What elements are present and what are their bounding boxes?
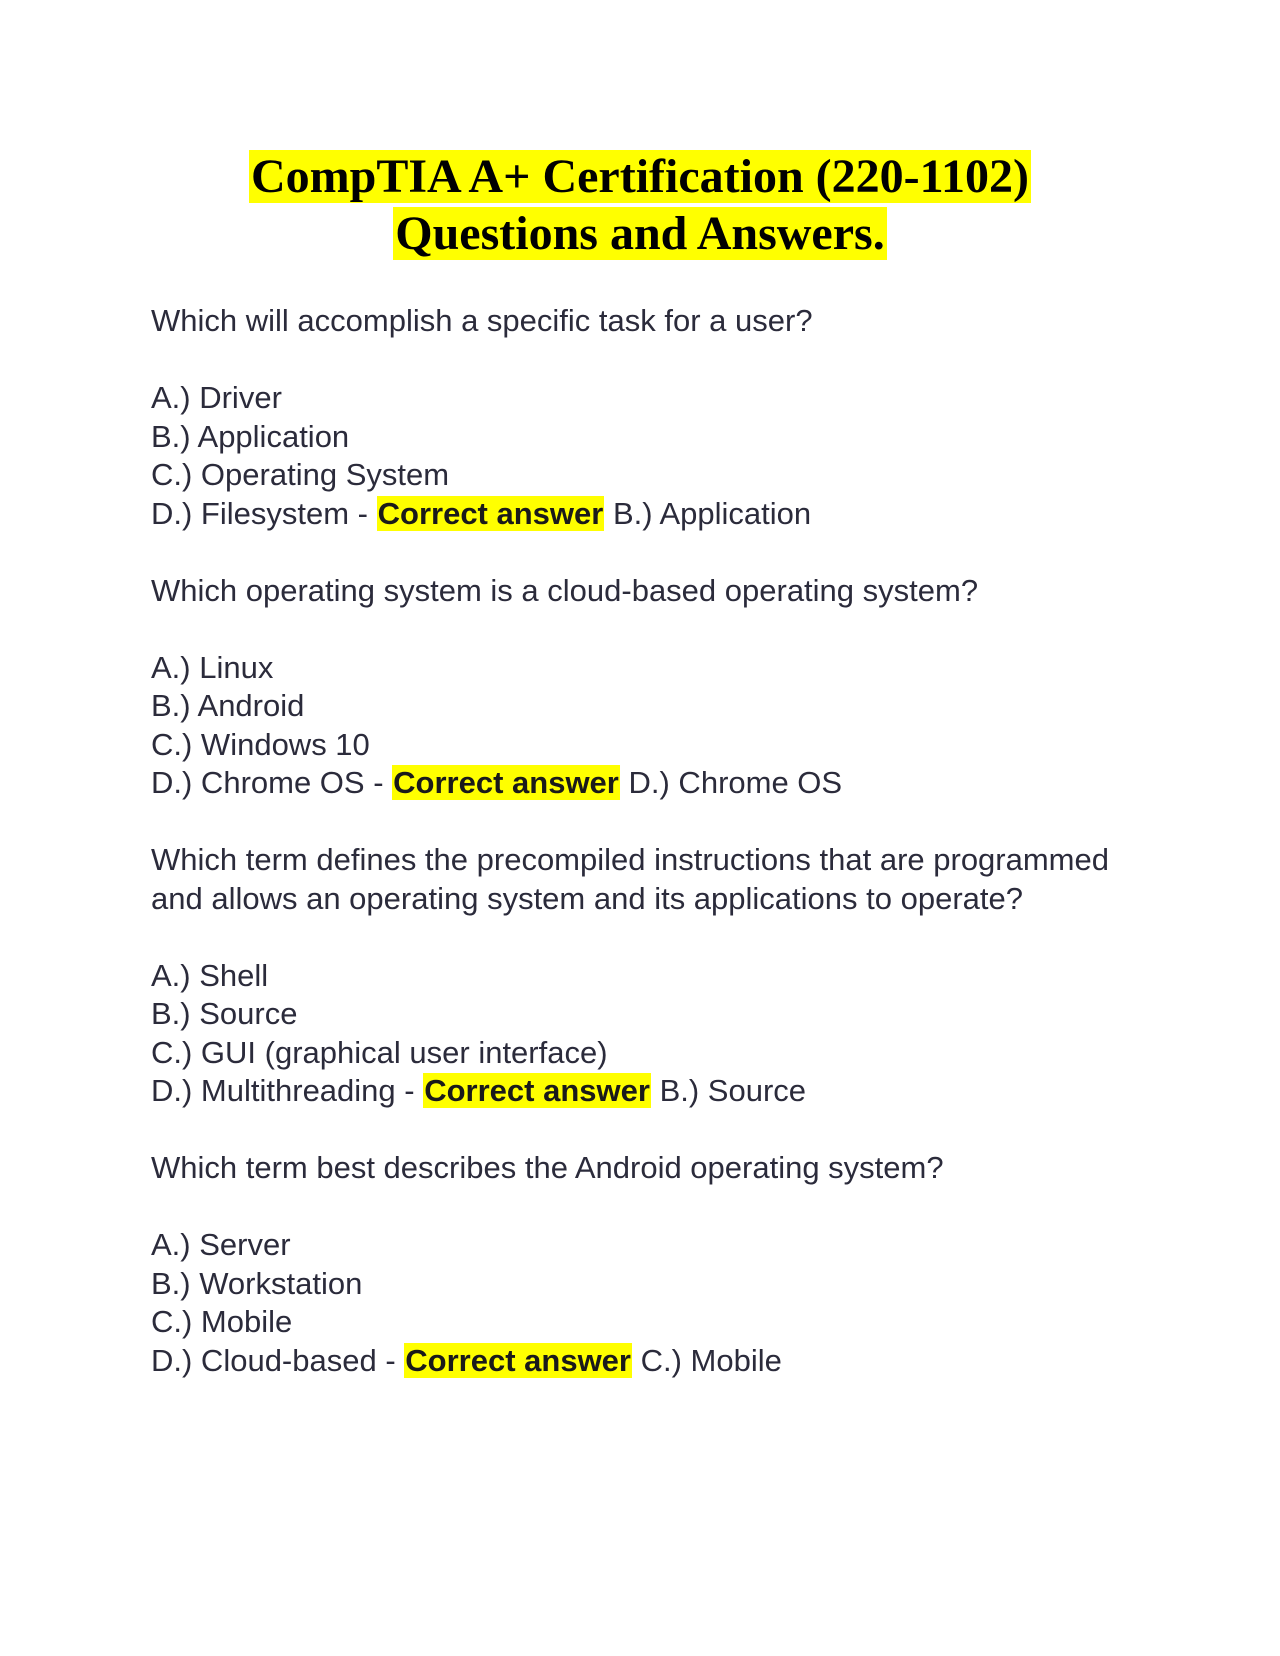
option-a: A.) Driver (151, 380, 282, 415)
option-c: C.) Windows 10 (151, 726, 370, 762)
option-a: A.) Linux (151, 649, 274, 685)
qa-item-3 (151, 841, 1151, 1111)
option-a: A.) Shell (151, 957, 269, 993)
option-d-with-answer (151, 1342, 1151, 1381)
correct-answer-value: B.) Source (659, 1073, 807, 1108)
correct-answer-label: Correct answer (393, 765, 619, 800)
qa-list (151, 302, 1151, 1419)
option-d-with-answer (151, 764, 1151, 803)
option-c: C.) Operating System (151, 457, 450, 492)
correct-answer-value: C.) Mobile (640, 1342, 782, 1378)
options-list (151, 1226, 1151, 1380)
options-list (151, 957, 1151, 1111)
question-text: Which term defines the precompiled instructions that are programmed and allows an operating system and its applications to operate? (151, 842, 1109, 916)
question-text: Which term best describes the Android operating system? (151, 1150, 944, 1185)
question-text: Which operating system is a cloud-based operating system? (151, 572, 979, 608)
option-c: C.) GUI (graphical user interface) (151, 1034, 608, 1070)
option-d: D.) Multithreading - (151, 1073, 415, 1108)
correct-answer-label: Correct answer (377, 495, 604, 531)
option-b: B.) Workstation (151, 1265, 363, 1301)
option-d-with-answer (151, 1072, 1151, 1111)
correct-answer-value: B.) Application (612, 495, 812, 531)
question-text: Which will accomplish a specific task for a user? (151, 303, 813, 338)
options-list (151, 649, 1151, 803)
title-line-1: CompTIA A+ Certification (220-1102) (251, 150, 1029, 203)
correct-answer-value: D.) Chrome OS (628, 765, 843, 800)
correct-answer-label: Correct answer (405, 1342, 631, 1378)
qa-item-2 (151, 572, 1151, 803)
document-title (0, 148, 1280, 262)
option-d: D.) Cloud-based - (151, 1342, 396, 1378)
option-c: C.) Mobile (151, 1304, 293, 1339)
option-b: B.) Application (151, 418, 350, 454)
option-d: D.) Filesystem - (151, 495, 368, 531)
title-line-2: Questions and Answers. (395, 207, 885, 260)
option-d: D.) Chrome OS - (151, 765, 384, 800)
option-a: A.) Server (151, 1227, 291, 1262)
qa-item-4 (151, 1149, 1151, 1380)
qa-item-1 (151, 302, 1151, 533)
options-list (151, 379, 1151, 533)
option-b: B.) Source (151, 996, 298, 1031)
correct-answer-label: Correct answer (424, 1073, 650, 1108)
option-d-with-answer (151, 495, 1151, 534)
option-b: B.) Android (151, 688, 305, 723)
